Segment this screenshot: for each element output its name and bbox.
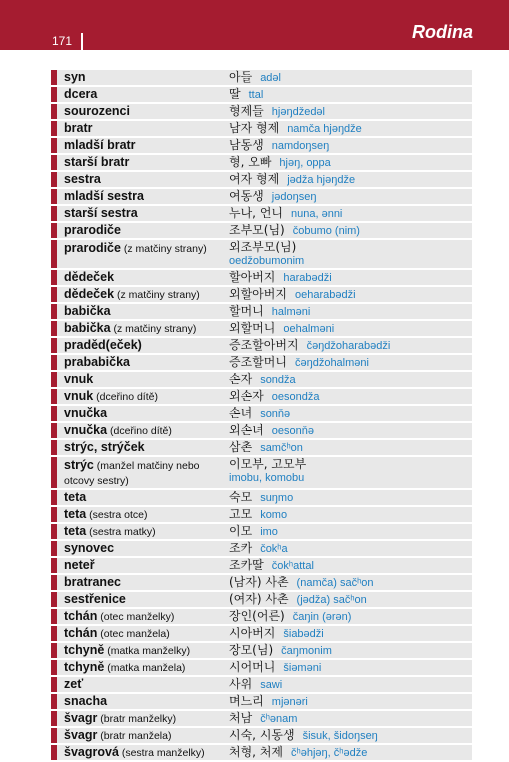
vocab-row	[51, 172, 472, 189]
vocab-row	[51, 643, 472, 660]
korean-term	[225, 138, 472, 153]
czech-term	[57, 172, 225, 187]
vocab-row	[51, 423, 472, 440]
romanization: čaŋin (ərən)	[292, 611, 352, 623]
czech-term	[57, 223, 225, 238]
hangul-text: 남자 형제	[229, 121, 280, 135]
czech-term	[57, 626, 225, 641]
czech-note: (otec manželky)	[97, 611, 175, 623]
hangul-text: 이모부, 고모부	[229, 457, 307, 471]
czech-term	[57, 287, 225, 302]
hangul-text: 며느리	[229, 694, 264, 708]
czech-note: (z matčiny strany)	[120, 243, 207, 255]
hangul-text: 장모(님)	[229, 643, 274, 657]
hangul-text: 조부모(님)	[229, 223, 285, 237]
hangul-text: 아들	[229, 70, 253, 84]
czech-term	[57, 406, 225, 421]
czech-word: tchán	[64, 609, 98, 623]
korean-term	[225, 87, 472, 102]
hangul-text: 고모	[229, 507, 253, 521]
korean-term	[225, 389, 472, 404]
romanization: mjənəri	[271, 696, 308, 708]
czech-term	[57, 423, 225, 438]
section-title: Rodina	[412, 22, 473, 42]
vocab-row	[51, 609, 472, 626]
czech-term	[57, 87, 225, 102]
czech-term	[57, 660, 225, 675]
hangul-text: 형제들	[229, 104, 264, 118]
vocab-row	[51, 223, 472, 240]
czech-term	[57, 677, 225, 692]
vocab-row	[51, 440, 472, 457]
czech-term	[57, 541, 225, 556]
korean-term	[225, 440, 472, 455]
hangul-text: (남자) 사촌	[229, 575, 289, 589]
czech-word: dědeček	[64, 287, 115, 301]
header-divider	[81, 33, 83, 50]
vocab-row	[51, 558, 472, 575]
korean-term	[225, 711, 472, 726]
romanization: oehalməni	[283, 323, 335, 335]
hangul-text: 여동생	[229, 189, 264, 203]
czech-word: dědeček	[64, 270, 115, 284]
hangul-text: 조카	[229, 541, 253, 555]
korean-term	[225, 338, 472, 353]
czech-note: (z matčiny strany)	[110, 323, 197, 335]
vocab-row	[51, 206, 472, 223]
vocab-row	[51, 524, 472, 541]
czech-word: vnučka	[64, 406, 108, 420]
romanization: hjəŋdžedəl	[271, 106, 325, 118]
czech-word: teta	[64, 524, 87, 538]
hangul-text: 처남	[229, 711, 253, 725]
vocab-row	[51, 304, 472, 321]
czech-term	[57, 609, 225, 624]
czech-term	[57, 121, 225, 136]
korean-term	[225, 270, 472, 285]
korean-term	[225, 490, 472, 505]
vocab-row	[51, 138, 472, 155]
romanization: sondža	[260, 374, 296, 386]
vocab-row	[51, 711, 472, 728]
korean-term	[225, 240, 472, 268]
czech-word: synovec	[64, 541, 115, 555]
vocab-row	[51, 270, 472, 287]
romanization: samčʰon	[260, 442, 303, 454]
korean-term	[225, 287, 472, 302]
czech-word: teta	[64, 507, 87, 521]
czech-word: švagr	[64, 711, 98, 725]
korean-term	[225, 728, 472, 743]
vocab-row	[51, 121, 472, 138]
romanization: oesonňə	[271, 425, 314, 437]
czech-word: mladší sestra	[64, 189, 144, 203]
page-number: 171	[52, 34, 73, 48]
hangul-text: 딸	[229, 87, 241, 101]
czech-term	[57, 70, 225, 85]
vocab-row	[51, 694, 472, 711]
czech-term	[57, 389, 225, 404]
romanization: imo	[260, 526, 278, 538]
vocab-row	[51, 406, 472, 423]
korean-term	[225, 524, 472, 539]
czech-word: švagr	[64, 728, 98, 742]
czech-note: (sestra matky)	[86, 526, 156, 538]
czech-term	[57, 138, 225, 153]
czech-word: starší sestra	[64, 206, 138, 220]
czech-word: starší bratr	[64, 155, 130, 169]
hangul-text: 여자 형제	[229, 172, 280, 186]
korean-term	[225, 406, 472, 421]
czech-term	[57, 440, 225, 455]
vocab-row	[51, 592, 472, 609]
czech-term	[57, 643, 225, 658]
vocab-row	[51, 660, 472, 677]
czech-word: babička	[64, 304, 111, 318]
czech-term	[57, 592, 225, 607]
czech-term	[57, 321, 225, 336]
korean-term	[225, 189, 472, 204]
romanization: namča hjəŋdže	[287, 123, 362, 135]
romanization: oesondža	[271, 391, 320, 403]
czech-word: mladší bratr	[64, 138, 136, 152]
vocab-row	[51, 189, 472, 206]
korean-term	[225, 626, 472, 641]
czech-note: (otec manžela)	[97, 628, 170, 640]
czech-term	[57, 304, 225, 319]
hangul-text: 사위	[229, 677, 253, 691]
czech-term	[57, 270, 225, 285]
czech-word: tchyně	[64, 643, 105, 657]
romanization: čokʰa	[260, 543, 288, 555]
czech-term	[57, 372, 225, 387]
korean-term	[225, 104, 472, 119]
hangul-text: 처형, 처제	[229, 745, 283, 759]
romanization: halməni	[271, 306, 311, 318]
czech-word: bratr	[64, 121, 93, 135]
czech-term	[57, 206, 225, 221]
romanization: oeharabədži	[294, 289, 356, 301]
romanization: šiəməni	[283, 662, 322, 674]
czech-term	[57, 711, 225, 726]
czech-word: babička	[64, 321, 111, 335]
czech-word: vnučka	[64, 423, 108, 437]
vocab-row	[51, 70, 472, 87]
vocab-row	[51, 104, 472, 121]
czech-word: vnuk	[64, 372, 94, 386]
korean-term	[225, 155, 472, 170]
romanization: harabədži	[283, 272, 332, 284]
korean-term	[225, 321, 472, 336]
czech-note: (z matčiny strany)	[114, 289, 200, 301]
czech-term	[57, 338, 225, 353]
vocabulary-list	[51, 70, 472, 762]
czech-note: (matka manžela)	[104, 662, 186, 674]
vocab-row	[51, 507, 472, 524]
vocab-row	[51, 389, 472, 406]
romanization: sonňə	[260, 408, 291, 420]
vocab-row	[51, 287, 472, 304]
korean-term	[225, 660, 472, 675]
korean-term	[225, 592, 472, 607]
korean-term	[225, 304, 472, 319]
chapter-header	[0, 0, 509, 50]
romanization: jədoŋseŋ	[271, 191, 317, 203]
czech-word: strýc	[64, 458, 94, 472]
romanization: sawi	[260, 679, 283, 691]
hangul-text: 손녀	[229, 406, 253, 420]
korean-term	[225, 457, 472, 488]
romanization: čaŋmonim	[281, 645, 332, 657]
hangul-text: 조카딸	[229, 558, 264, 572]
korean-term	[225, 355, 472, 370]
romanization: čəŋdžoharabədži	[306, 340, 391, 352]
czech-note: (matka manželky)	[104, 645, 191, 657]
hangul-text: 증조할머니	[229, 355, 287, 369]
czech-term	[57, 524, 225, 539]
romanization: čʰəhjəŋ, čʰədže	[291, 747, 368, 759]
hangul-text: 숙모	[229, 490, 253, 504]
czech-word: syn	[64, 70, 86, 84]
czech-term	[57, 575, 225, 590]
vocab-row	[51, 677, 472, 694]
vocab-row	[51, 240, 472, 270]
korean-term	[225, 575, 472, 590]
romanization: čəŋdžohalməni	[294, 357, 369, 369]
czech-term	[57, 240, 225, 268]
vocab-row	[51, 155, 472, 172]
hangul-text: 할머니	[229, 304, 264, 318]
hangul-text: 시아버지	[229, 626, 276, 640]
czech-word: bratranec	[64, 575, 121, 589]
vocab-row	[51, 541, 472, 558]
hangul-text: 손자	[229, 372, 253, 386]
hangul-text: 장인(어른)	[229, 609, 285, 623]
romanization: imobu, komobu	[229, 472, 305, 484]
vocab-row	[51, 490, 472, 507]
czech-word: švagrová	[64, 745, 119, 759]
korean-term	[225, 121, 472, 136]
vocab-row	[51, 355, 472, 372]
hangul-text: 남동생	[229, 138, 264, 152]
romanization: šiabədži	[283, 628, 324, 640]
romanization: čokʰattal	[271, 560, 314, 572]
vocab-row	[51, 745, 472, 762]
vocab-row	[51, 575, 472, 592]
czech-note: (manžel matčiny nebo otcovy sestry)	[64, 460, 200, 487]
vocab-row	[51, 87, 472, 104]
korean-term	[225, 677, 472, 692]
romanization: nuna, ənni	[291, 208, 343, 220]
hangul-text: 외손자	[229, 389, 264, 403]
korean-term	[225, 541, 472, 556]
hangul-text: 할아버지	[229, 270, 276, 284]
czech-word: zeť	[64, 677, 84, 691]
romanization: (jədža) sačʰon	[296, 594, 367, 606]
czech-word: prababička	[64, 355, 131, 369]
czech-term	[57, 745, 225, 760]
hangul-text: 형, 오빠	[229, 155, 272, 169]
romanization: čʰənam	[260, 713, 298, 725]
czech-term	[57, 728, 225, 743]
romanization: šisuk, šidoŋseŋ	[302, 730, 378, 742]
vocab-row	[51, 626, 472, 643]
czech-term	[57, 104, 225, 119]
vocab-row	[51, 457, 472, 490]
romanization: komo	[260, 509, 288, 521]
czech-word: neteř	[64, 558, 95, 572]
czech-word: sestřenice	[64, 592, 126, 606]
hangul-text: 시어머니	[229, 660, 276, 674]
romanization: ttal	[248, 89, 264, 101]
czech-word: tchán	[64, 626, 98, 640]
czech-word: prarodiče	[64, 241, 121, 255]
czech-term	[57, 694, 225, 709]
czech-word: sestra	[64, 172, 101, 186]
czech-word: prarodiče	[64, 223, 121, 237]
czech-note: (bratr manželky)	[97, 713, 177, 725]
romanization: oedžobumonim	[229, 255, 305, 267]
vocab-row	[51, 321, 472, 338]
czech-term	[57, 490, 225, 505]
romanization: namdoŋseŋ	[271, 140, 330, 152]
korean-term	[225, 423, 472, 438]
romanization: čobumo (nim)	[292, 225, 360, 237]
hangul-text: 외할머니	[229, 321, 276, 335]
czech-term	[57, 189, 225, 204]
korean-term	[225, 558, 472, 573]
czech-word: sourozenci	[64, 104, 130, 118]
czech-note: (bratr manžela)	[97, 730, 172, 742]
korean-term	[225, 694, 472, 709]
hangul-text: 증조할아버지	[229, 338, 299, 352]
czech-note: (sestra manželky)	[118, 747, 205, 759]
romanization: hjəŋ, oppa	[279, 157, 331, 169]
korean-term	[225, 609, 472, 624]
korean-term	[225, 745, 472, 760]
korean-term	[225, 223, 472, 238]
vocab-row	[51, 338, 472, 355]
romanization: (namča) sačʰon	[296, 577, 374, 589]
korean-term	[225, 507, 472, 522]
czech-word: tchyně	[64, 660, 105, 674]
korean-term	[225, 172, 472, 187]
czech-note: (sestra otce)	[86, 509, 148, 521]
czech-word: strýc, strýček	[64, 440, 145, 454]
czech-note: (dceřino dítě)	[93, 391, 158, 403]
vocab-row	[51, 372, 472, 389]
czech-note: (dceřino dítě)	[107, 425, 172, 437]
czech-term	[57, 155, 225, 170]
czech-word: teta	[64, 490, 87, 504]
korean-term	[225, 206, 472, 221]
korean-term	[225, 70, 472, 85]
czech-term	[57, 507, 225, 522]
hangul-text: 누나, 언니	[229, 206, 283, 220]
hangul-text: 시숙, 시동생	[229, 728, 295, 742]
hangul-text: 삼촌	[229, 440, 253, 454]
hangul-text: (여자) 사촌	[229, 592, 289, 606]
hangul-text: 외할아버지	[229, 287, 287, 301]
hangul-text: 외조부모(님)	[229, 240, 297, 254]
romanization: suŋmo	[260, 492, 294, 504]
korean-term	[225, 372, 472, 387]
czech-word: praděd(eček)	[64, 338, 142, 352]
czech-word: vnuk	[64, 389, 94, 403]
korean-term	[225, 643, 472, 658]
romanization: jədža hjəŋdže	[287, 174, 356, 186]
vocab-row	[51, 728, 472, 745]
czech-word: snacha	[64, 694, 108, 708]
hangul-text: 외손녀	[229, 423, 264, 437]
czech-term	[57, 558, 225, 573]
czech-word: dcera	[64, 87, 98, 101]
czech-term	[57, 457, 225, 488]
czech-term	[57, 355, 225, 370]
romanization: adəl	[260, 72, 281, 84]
hangul-text: 이모	[229, 524, 253, 538]
